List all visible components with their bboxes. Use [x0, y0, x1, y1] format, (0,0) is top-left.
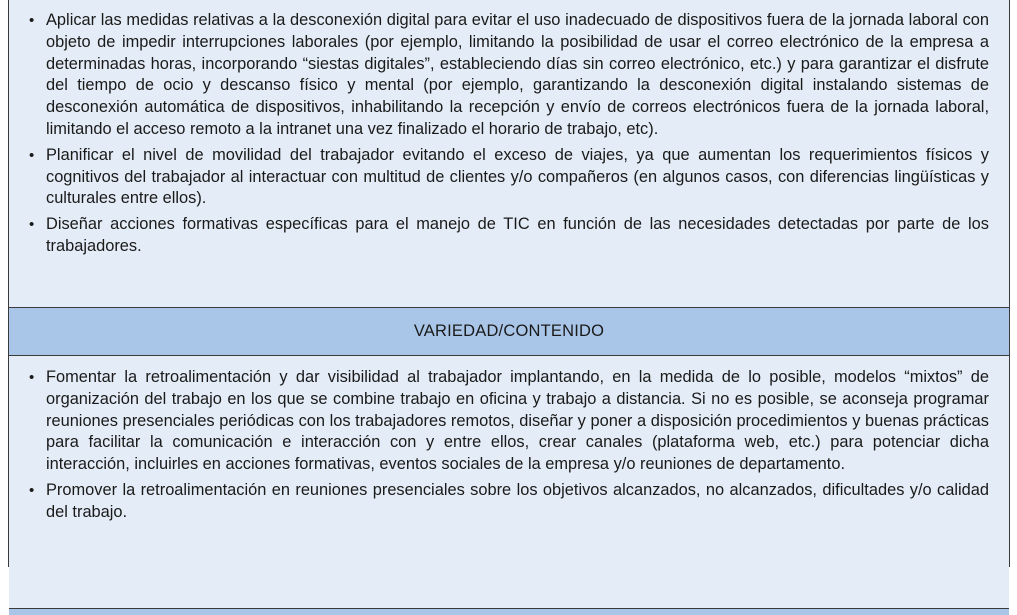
list-item-text: Diseñar acciones formativas específicas para el manejo de TIC en función de las necesidades detectadas por parte de los trabajadores. [46, 215, 989, 255]
next-section-header-strip [9, 608, 1009, 615]
top-measures-list [29, 10, 989, 258]
list-item [29, 367, 989, 476]
list-item-text: Aplicar las medidas relativas a la desconexión digital para evitar el uso inadecuado de dispositivos fuera de la jornada laboral con objeto de impedir interrupciones laborales (por ejemplo, limitando la posibilidad de usar el correo electrónico de la empresa a determinadas horas, incorporando “siestas digitales”, estableciendo días sin correo electrónico, etc.) y para garantizar el disfrute del tiempo de ocio y descanso físico y mental (por ejemplo, garantizando la desconexión digital instalando sistemas de desconexión automática de dispositivos, inhabilitando la recepción y envío de correos electrónicos fuera de la jornada laboral, limitando el acceso remoto a la intranet una vez finalizado el horario de trabajo, etc). [46, 11, 989, 138]
bullet-icon: • [29, 216, 35, 234]
measures-table [8, 0, 1010, 567]
bullet-icon: • [29, 369, 35, 386]
list-item [29, 145, 989, 210]
list-item [29, 10, 989, 141]
list-item-text: Fomentar la retroalimentación y dar visibilidad al trabajador implantando, en la medida de lo posible, modelos “mixtos” de organización del trabajo en los que se combine trabajo en oficina y trabajo a distancia. Si no es posible, se aconseja programar reuniones presenciales periódicas con los trabajadores remotos, diseñar y poner a disposición procedimientos y buenas prácticas para facilitar la comunicación e interacción con y entre ellos, crear canales (plataforma web, etc.) para potenciar dicha interacción, incluirles en acciones formativas, eventos sociales de la empresa y/o reuniones de departamento. [46, 368, 989, 474]
bullet-icon: • [29, 481, 35, 499]
list-item [29, 214, 989, 258]
list-item-text: Planificar el nivel de movilidad del trabajador evitando el exceso de viajes, ya que aumentan los requerimientos físicos y cognitivos del trabajador al interactuar con multitud de clientes y/o compañeros (en algunos casos, con diferencias lingüísticas y culturales entre ellos). [46, 145, 989, 208]
section-header-title: VARIEDAD/CONTENIDO [413, 322, 605, 340]
list-item-text: Promover la retroalimentación en reuniones presenciales sobre los objetivos alcanzados, no alcanzados, dificultades y/o calidad del trabajo. [46, 480, 989, 521]
bottom-measures-list [29, 367, 989, 524]
bullet-icon: • [29, 12, 35, 29]
section-header-variedad-contenido [9, 308, 1009, 356]
bullet-icon: • [29, 146, 35, 164]
bottom-measures-section [9, 356, 1009, 608]
list-item [29, 480, 989, 524]
top-measures-section [9, 0, 1009, 308]
